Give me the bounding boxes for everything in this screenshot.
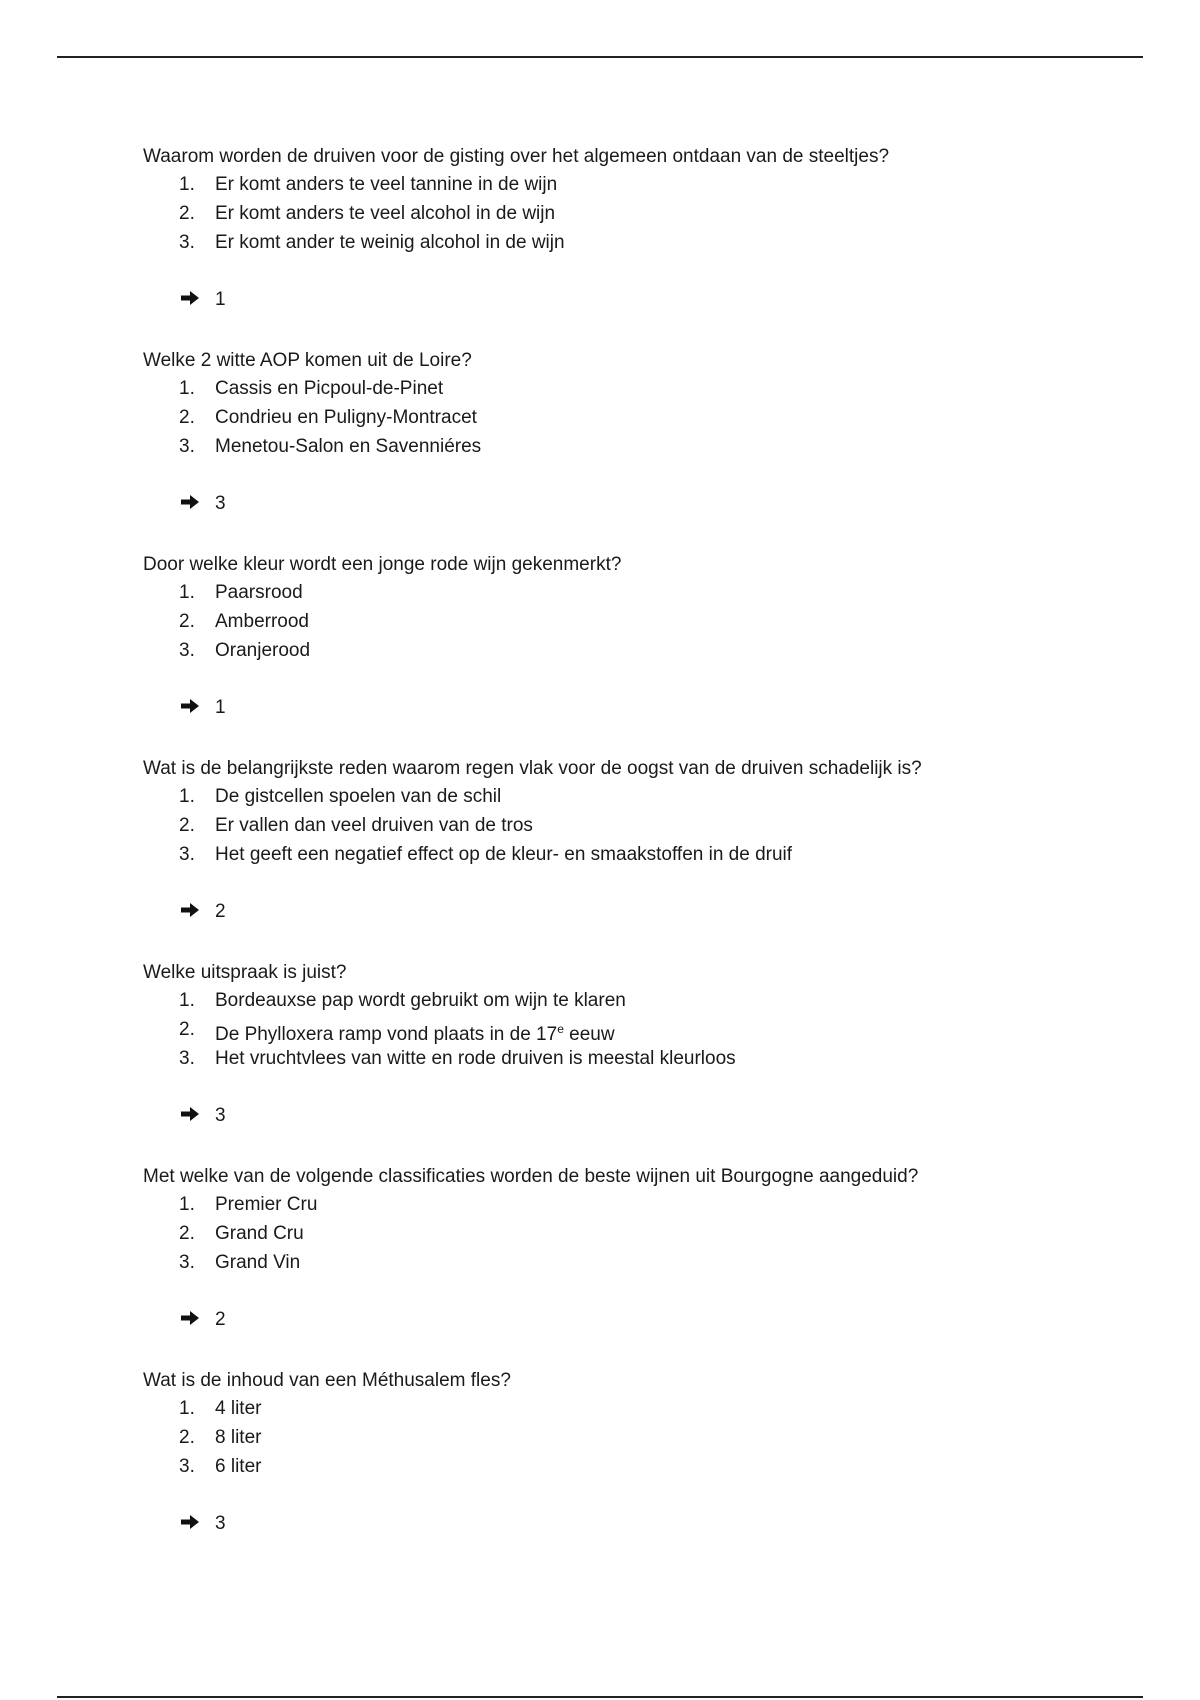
header-rule bbox=[57, 56, 1143, 58]
option-number: 3. bbox=[179, 436, 195, 457]
answer-line bbox=[179, 898, 226, 926]
option-number: 1. bbox=[179, 786, 195, 807]
quiz-content bbox=[143, 144, 1143, 1572]
option-item bbox=[143, 578, 1143, 607]
answer-line bbox=[179, 1306, 226, 1334]
option-number: 1. bbox=[179, 990, 195, 1011]
option-item bbox=[143, 432, 1143, 461]
arrow-right-icon bbox=[179, 492, 201, 512]
option-item bbox=[143, 607, 1143, 636]
question-text: Welke uitspraak is juist? bbox=[143, 962, 347, 983]
option-number: 2. bbox=[179, 1427, 195, 1448]
option-text: Bordeauxse pap wordt gebruikt om wijn te klaren bbox=[215, 990, 626, 1011]
option-text: Premier Cru bbox=[215, 1194, 318, 1215]
option-text: Menetou-Salon en Savenniéres bbox=[215, 436, 482, 457]
question-block bbox=[143, 348, 1143, 552]
option-text: Er komt anders te veel tannine in de wijn bbox=[215, 174, 558, 195]
option-list bbox=[143, 374, 1143, 461]
option-number: 3. bbox=[179, 232, 195, 253]
option-item bbox=[143, 1044, 1143, 1073]
option-list bbox=[143, 986, 1143, 1073]
option-text: Het vruchtvlees van witte en rode druiven is meestal kleurloos bbox=[215, 1048, 736, 1069]
question-text: Welke 2 witte AOP komen uit de Loire? bbox=[143, 350, 472, 371]
option-text: 6 liter bbox=[215, 1456, 262, 1477]
option-item bbox=[143, 1248, 1143, 1277]
option-item bbox=[143, 1452, 1143, 1481]
option-number: 3. bbox=[179, 1252, 195, 1273]
arrow-right-icon bbox=[179, 900, 201, 920]
answer-line bbox=[179, 490, 226, 518]
option-item bbox=[143, 1015, 1143, 1044]
option-list bbox=[143, 782, 1143, 869]
option-item bbox=[143, 1423, 1143, 1452]
arrow-right-icon bbox=[179, 1308, 201, 1328]
question-block bbox=[143, 1368, 1143, 1572]
option-item bbox=[143, 1219, 1143, 1248]
option-number: 2. bbox=[179, 1223, 195, 1244]
option-item bbox=[143, 840, 1143, 869]
arrow-right-icon bbox=[179, 288, 201, 308]
option-list bbox=[143, 1394, 1143, 1481]
answer-value: 3 bbox=[215, 493, 226, 514]
option-number: 2. bbox=[179, 611, 195, 632]
option-item bbox=[143, 170, 1143, 199]
option-item bbox=[143, 782, 1143, 811]
option-text-main: De Phylloxera ramp vond plaats in de 17 bbox=[215, 1024, 558, 1045]
answer-line bbox=[179, 1510, 226, 1538]
option-text: De gistcellen spoelen van de schil bbox=[215, 786, 502, 807]
option-number: 3. bbox=[179, 1048, 195, 1069]
option-text: 8 liter bbox=[215, 1427, 262, 1448]
answer-value: 1 bbox=[215, 289, 226, 310]
question-block bbox=[143, 960, 1143, 1164]
question-block bbox=[143, 552, 1143, 756]
option-text: Amberrood bbox=[215, 611, 309, 632]
option-text: Het geeft een negatief effect op de kleur- en smaakstoffen in de druif bbox=[215, 844, 793, 865]
option-item bbox=[143, 199, 1143, 228]
answer-line bbox=[179, 286, 226, 314]
option-number: 3. bbox=[179, 1456, 195, 1477]
option-list bbox=[143, 578, 1143, 665]
option-text-after: eeuw bbox=[563, 1024, 615, 1045]
option-number: 2. bbox=[179, 815, 195, 836]
option-text: Oranjerood bbox=[215, 640, 311, 661]
option-item bbox=[143, 374, 1143, 403]
option-text: Paarsrood bbox=[215, 582, 303, 603]
answer-value: 2 bbox=[215, 1309, 226, 1330]
option-item bbox=[143, 811, 1143, 840]
answer-value: 3 bbox=[215, 1513, 226, 1534]
option-item bbox=[143, 228, 1143, 257]
option-text: Grand Cru bbox=[215, 1223, 304, 1244]
question-text: Door welke kleur wordt een jonge rode wijn gekenmerkt? bbox=[143, 554, 622, 575]
arrow-right-icon bbox=[179, 1512, 201, 1532]
question-text: Wat is de belangrijkste reden waarom regen vlak voor de oogst van de druiven schadelijk is? bbox=[143, 758, 922, 779]
option-number: 2. bbox=[179, 203, 195, 224]
answer-line bbox=[179, 694, 226, 722]
option-number: 1. bbox=[179, 582, 195, 603]
option-number: 2. bbox=[179, 1019, 195, 1040]
option-item bbox=[143, 1394, 1143, 1423]
option-text: Cassis en Picpoul-de-Pinet bbox=[215, 378, 444, 399]
option-item bbox=[143, 403, 1143, 432]
option-item bbox=[143, 636, 1143, 665]
option-text: Er komt anders te veel alcohol in de wijn bbox=[215, 203, 556, 224]
question-text: Wat is de inhoud van een Méthusalem fles? bbox=[143, 1370, 511, 1391]
option-text: Er vallen dan veel druiven van de tros bbox=[215, 815, 533, 836]
option-number: 3. bbox=[179, 640, 195, 661]
arrow-right-icon bbox=[179, 696, 201, 716]
option-number: 1. bbox=[179, 378, 195, 399]
answer-value: 2 bbox=[215, 901, 226, 922]
option-number: 2. bbox=[179, 407, 195, 428]
question-block bbox=[143, 756, 1143, 960]
arrow-right-icon bbox=[179, 1104, 201, 1124]
option-item bbox=[143, 1190, 1143, 1219]
option-text: Grand Vin bbox=[215, 1252, 301, 1273]
answer-value: 3 bbox=[215, 1105, 226, 1126]
option-list bbox=[143, 170, 1143, 257]
question-text: Waarom worden de druiven voor de gisting over het algemeen ontdaan van de steeltjes? bbox=[143, 146, 890, 167]
option-number: 1. bbox=[179, 1398, 195, 1419]
option-text: Condrieu en Puligny-Montracet bbox=[215, 407, 477, 428]
answer-value: 1 bbox=[215, 697, 226, 718]
option-number: 1. bbox=[179, 174, 195, 195]
question-block bbox=[143, 144, 1143, 348]
footer-rule bbox=[57, 1696, 1143, 1698]
option-text: Er komt ander te weinig alcohol in de wijn bbox=[215, 232, 565, 253]
option-text: 4 liter bbox=[215, 1398, 262, 1419]
question-block bbox=[143, 1164, 1143, 1368]
option-list bbox=[143, 1190, 1143, 1277]
superscript: e bbox=[557, 1022, 564, 1036]
answer-line bbox=[179, 1102, 226, 1130]
question-text: Met welke van de volgende classificaties worden de beste wijnen uit Bourgogne aangeduid? bbox=[143, 1166, 919, 1187]
option-number: 3. bbox=[179, 844, 195, 865]
option-number: 1. bbox=[179, 1194, 195, 1215]
option-item bbox=[143, 986, 1143, 1015]
